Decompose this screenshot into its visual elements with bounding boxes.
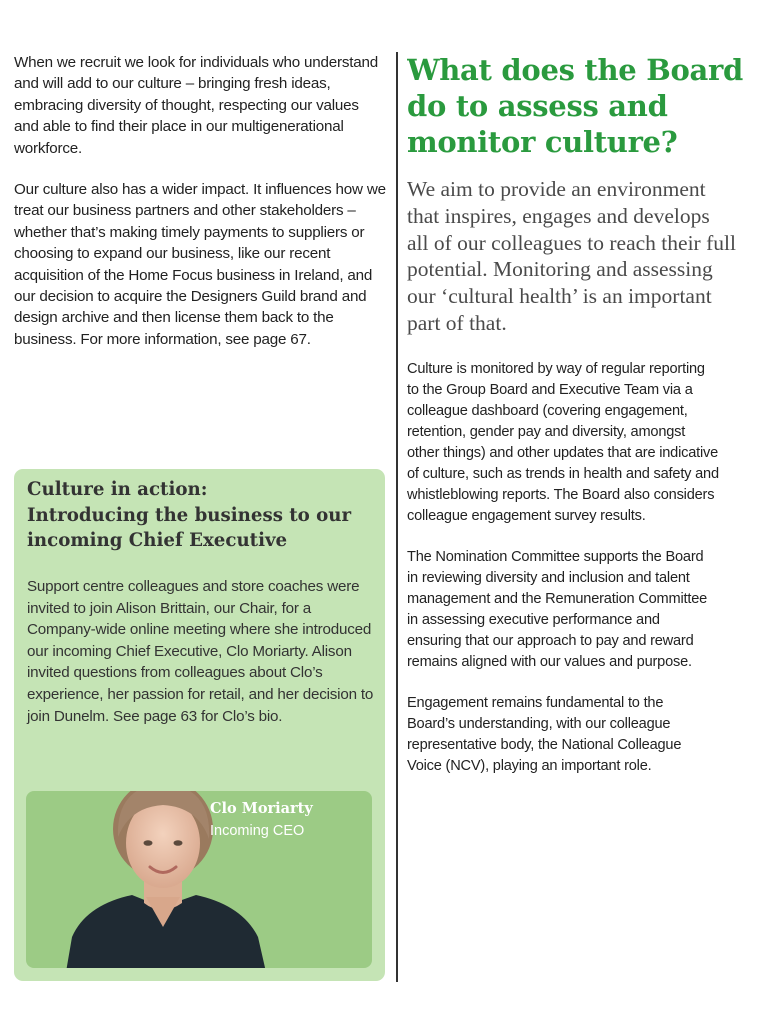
text-line: to the Group Board and Executive Team via a	[407, 381, 693, 398]
text-line: colleague engagement survey results.	[407, 507, 646, 524]
text-line: other things) and other updates that are indicative	[407, 444, 719, 461]
heading-line-2: do to assess and	[407, 89, 668, 123]
board-culture-heading	[407, 52, 773, 160]
case-title-line-1: Culture in action:	[27, 479, 208, 500]
ceo-caption-role: Incoming CEO	[210, 823, 305, 839]
left-column	[14, 52, 386, 370]
text-line: in assessing executive performance and	[407, 611, 660, 628]
heading-line-3: monitor culture?	[407, 125, 678, 159]
engagement-paragraph	[407, 693, 773, 777]
text-line: Engagement remains fundamental to the	[407, 694, 664, 711]
lead-line: We aim to provide an environment	[407, 177, 706, 201]
lead-paragraph	[407, 176, 773, 337]
text-line: Board’s understanding, with our colleague	[407, 715, 671, 732]
right-column	[407, 52, 773, 797]
ceo-caption-name: Clo Moriarty	[210, 800, 313, 817]
text-line: whistleblowing reports. The Board also considers	[407, 486, 715, 503]
lead-line: potential. Monitoring and assessing	[407, 257, 713, 282]
case-title-line-2: Introducing the business to our	[27, 504, 352, 526]
lead-line: that inspires, engages and develops	[407, 203, 710, 228]
text-line: representative body, the National Colleague	[407, 736, 682, 753]
case-study-title	[27, 477, 351, 554]
text-line: remains aligned with our values and purpose.	[407, 653, 692, 670]
heading-line-1: What does the Board	[407, 53, 743, 87]
recruitment-paragraph: When we recruit we look for individuals who understand and will add to our culture – bringing fresh ideas, embracing diversity of thought, respecting our values and able to find their place in our multigenerational workforce.	[14, 54, 379, 157]
ceo-photo-panel	[26, 791, 372, 968]
case-study-body: Support centre colleagues and store coaches were invited to join Alison Brittain, our Chair, for a Company-wide online meeting where she introduced our incoming Chief Executive, Clo Moriarty. Alison invited questions from colleagues about Clo’s experience, her passion for retail, and her decision to join Dunelm. See page 63 for Clo’s bio.	[27, 578, 374, 725]
culture-in-action-box	[14, 469, 385, 981]
text-line: of culture, such as trends in health and safety and	[407, 465, 719, 482]
case-title-line-3: incoming Chief Executive	[27, 530, 288, 551]
wider-impact-paragraph: Our culture also has a wider impact. It influences how we treat our business partners and other stakeholders – whether that’s making timely payments to suppliers or choosing to expand our business, like our recent acquisition of the Home Focus business in Ireland, and our decision to acquire the Designers Guild brand and design archive and then license them back to the business. For more information, see page 67.	[14, 181, 386, 348]
text-line: Voice (NCV), playing an important role.	[407, 757, 652, 774]
monitoring-paragraph	[407, 359, 773, 527]
lead-line: part of that.	[407, 310, 507, 335]
text-line: management and the Remuneration Committee	[407, 590, 708, 607]
lead-line: all of our colleagues to reach their full	[407, 230, 736, 255]
text-line: retention, gender pay and diversity, amongst	[407, 423, 686, 440]
column-divider	[396, 52, 398, 982]
committees-paragraph	[407, 547, 773, 673]
text-line: ensuring that our approach to pay and reward	[407, 632, 694, 649]
lead-line: our ‘cultural health’ is an important	[407, 284, 712, 309]
text-line: in reviewing diversity and inclusion and talent	[407, 569, 690, 586]
text-line: Culture is monitored by way of regular reporting	[407, 360, 705, 377]
text-line: The Nomination Committee supports the Board	[407, 548, 704, 565]
text-line: colleague dashboard (covering engagement,	[407, 402, 688, 419]
